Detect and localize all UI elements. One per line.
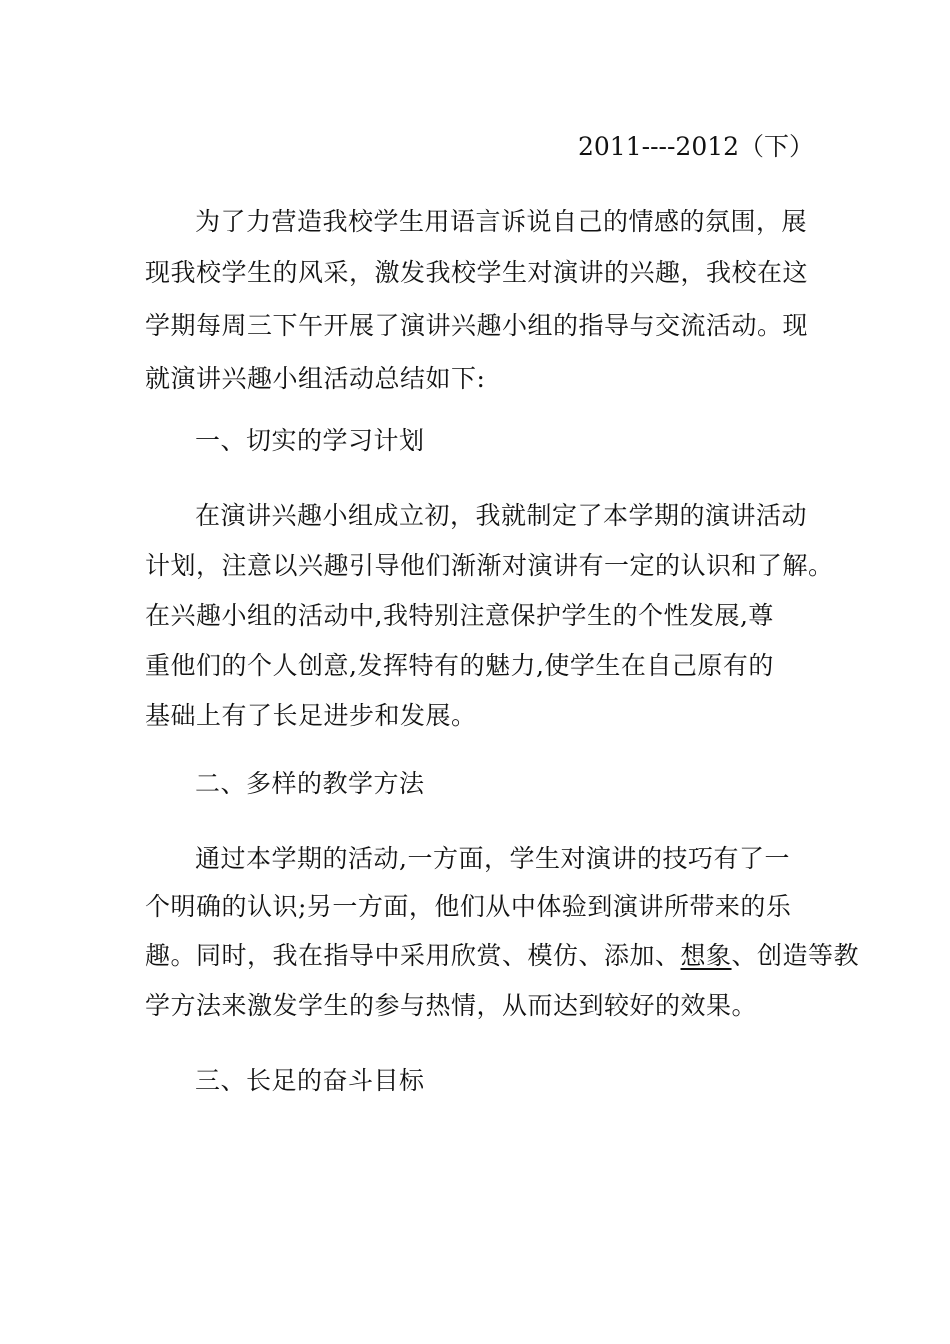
section-2-line-4: 学方法来激发学生的参与热情，从而达到较好的效果。 [145,991,758,1020]
underlined-word: 想象 [680,941,732,970]
section-2-heading: 二、多样的教学方法 [195,769,425,798]
section-2-line-3-start: 趣。同时，我在指导中采用欣赏、模仿、添加、 [145,941,681,970]
intro-line-2: 现我校学生的风采，激发我校学生对演讲的兴趣，我校在这 [145,258,809,287]
section-1-line-4: 重他们的个人创意,发挥特有的魅力,使学生在自己原有的 [145,651,774,680]
intro-line-1: 为了力营造我校学生用语言诉说自己的情感的氛围，展 [195,207,808,236]
semester-date: 2011----2012（下） [578,132,815,161]
intro-line-3: 学期每周三下午开展了演讲兴趣小组的指导与交流活动。现 [145,311,809,340]
section-2-line-3-end: 、创造等教 [731,941,860,970]
section-1-line-5: 基础上有了长足进步和发展。 [145,701,477,730]
intro-line-4: 就演讲兴趣小组活动总结如下: [145,364,486,393]
section-1-heading: 一、切实的学习计划 [195,426,425,455]
section-2-line-1: 通过本学期的活动,一方面，学生对演讲的技巧有了一 [195,844,790,873]
section-3-heading: 三、长足的奋斗目标 [195,1066,425,1095]
section-1-line-1: 在演讲兴趣小组成立初，我就制定了本学期的演讲活动 [195,501,808,530]
section-2-line-3 [145,939,859,973]
section-1-line-3: 在兴趣小组的活动中,我特别注意保护学生的个性发展,尊 [145,601,774,630]
section-1-line-2: 计划，注意以兴趣引导他们渐渐对演讲有一定的认识和了解。 [145,551,834,580]
section-2-line-2: 个明确的认识;另一方面，他们从中体验到演讲所带来的乐 [145,892,792,921]
